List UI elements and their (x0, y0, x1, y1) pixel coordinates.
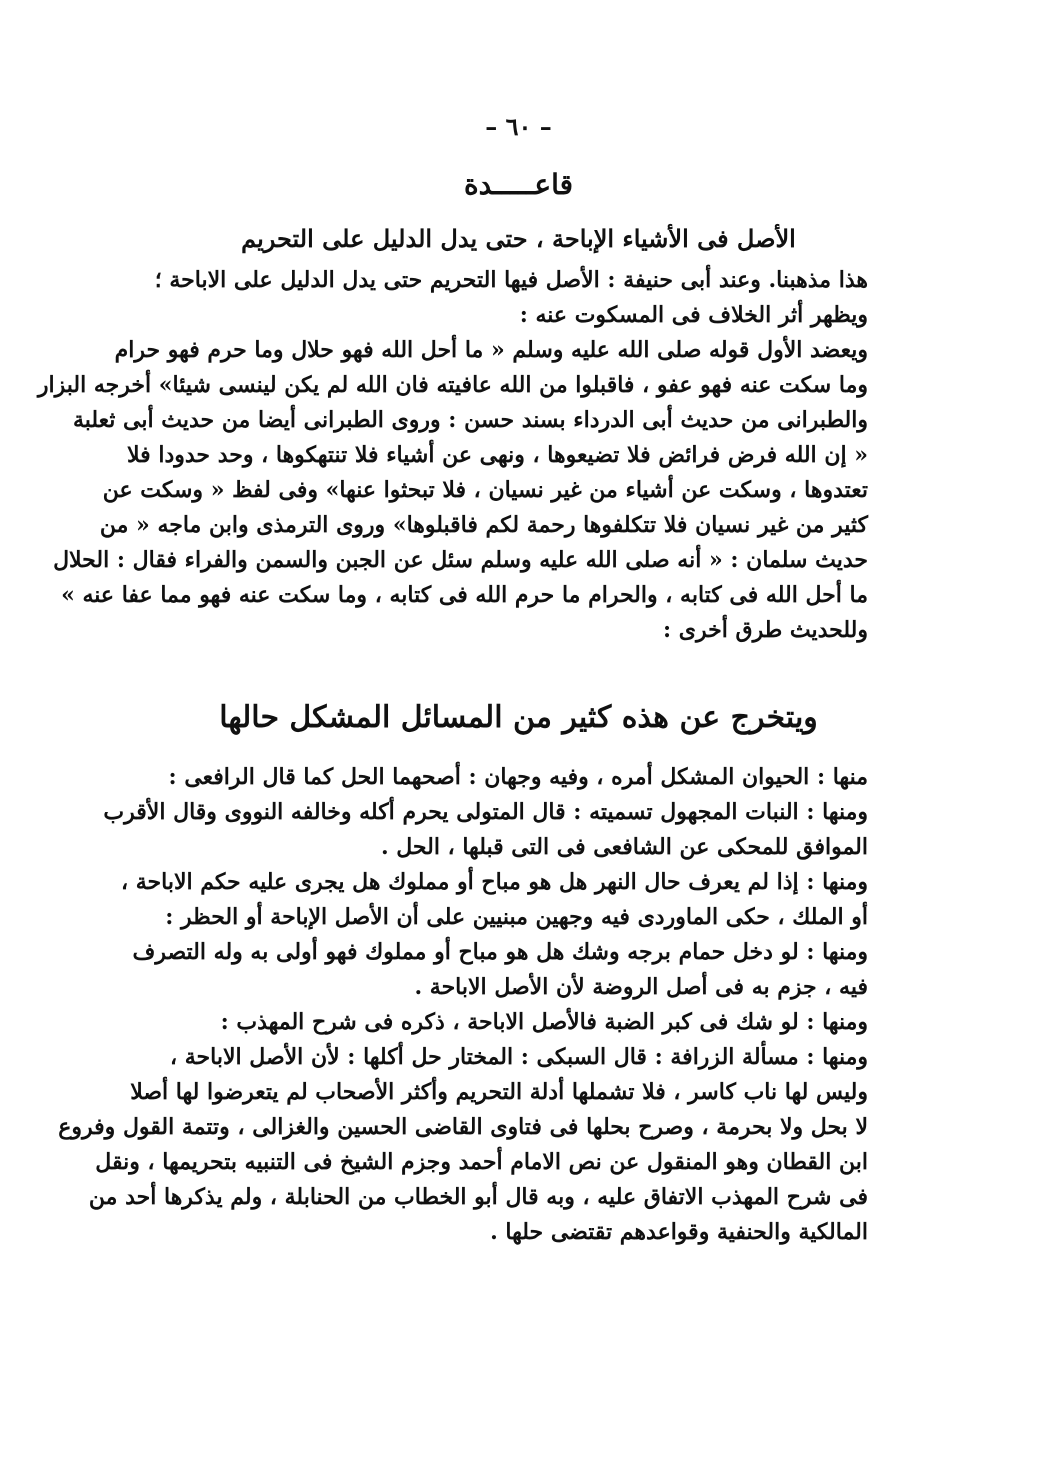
rule-subtitle: الأصل فى الأشياء الإباحة ، حتى يدل الدليل على التحريم (241, 224, 796, 253)
text-line: الموافق للمحكى عن الشافعى فى التى قبلها ، الحل . (380, 834, 868, 860)
text-line: ويعضد الأول قوله صلى الله عليه وسلم « ما أحل الله فهو حلال وما حرم فهو حرام (114, 337, 868, 363)
section-heading: قاعـــــدة (463, 168, 573, 201)
text-line: هذا مذهبنا. وعند أبى حنيفة : الأصل فيها التحريم حتى يدل الدليل على الاباحة ؛ (154, 267, 868, 293)
page-number: – ٦٠ – (485, 112, 552, 141)
text-line: فى شرح المهذب الاتفاق عليه ، وبه قال أبو الخطاب من الحنابلة ، ولم يذكرها أحد من (88, 1184, 868, 1210)
text-line: وليس لها ناب كاسر ، فلا تشملها أدلة التحريم وأكثر الأصحاب لم يتعرضوا لها أصلا (130, 1079, 868, 1105)
paragraph-2 (58, 760, 868, 1250)
text-line: فيه ، جزم به فى أصل الروضة لأن الأصل الاباحة . (414, 974, 868, 1000)
paragraph-1 (37, 263, 868, 648)
text-line: تعتدوها ، وسكت عن أشياء من غير نسيان ، فلا تبحثوا عنها» وفى لفظ « وسكت عن (102, 477, 868, 503)
text-line: لا بحل ولا بحرمة ، وصرح بحلها فى فتاوى القاضى الحسين والغزالى ، وتتمة القول وفروع (58, 1114, 868, 1140)
text-line: حديث سلمان : « أنه صلى الله عليه وسلم سئل عن الجبن والسمن والفراء فقال : الحلال (53, 547, 868, 573)
text-line: كثير من غير نسيان فلا تتكلفوها رحمة لكم فاقبلوها» وروى الترمذى وابن ماجه « من (99, 512, 868, 538)
text-line: ومنها : مسألة الزرافة : قال السبكى : المختار حل أكلها : لأن الأصل الاباحة ، (169, 1044, 868, 1070)
text-line: وللحديث طرق أخرى : (663, 617, 868, 643)
text-line: ما أحل الله فى كتابه ، والحرام ما حرم الله فى كتابه ، وما سكت عنه فهو مما عفا عنه » (61, 582, 868, 608)
text-line: ومنها : لو شك فى كبر الضبة فالأصل الاباحة ، ذكره فى شرح المهذب : (220, 1009, 868, 1035)
text-line: ويظهر أثر الخلاف فى المسكوت عنه : (519, 302, 868, 328)
text-line: أو الملك ، حكى الماوردى فيه وجهين مبنيين على أن الأصل الإباحة أو الحظر : (165, 904, 868, 930)
text-line: ومنها : النبات المجهول تسميته : قال المتولى يحرم أكله وخالفه النووى وقال الأقرب (103, 799, 868, 825)
text-line: والطبرانى من حديث أبى الدرداء بسند حسن : وروى الطبرانى أيضا من حديث أبى ثعلبة (72, 407, 868, 433)
text-line: ابن القطان وهو المنقول عن نص الامام أحمد وجزم الشيخ فى التنبيه بتحريمها ، ونقل (95, 1149, 868, 1175)
text-line: « إن الله فرض فرائض فلا تضيعوها ، ونهى عن أشياء فلا تنتهكوها ، وحد حدودا فلا (127, 442, 868, 468)
text-line: ومنها : إذا لم يعرف حال النهر هل هو مباح أو مملوك هل يجرى عليه حكم الاباحة ، (120, 869, 868, 895)
text-line: ومنها : لو دخل حمام برجه وشك هل هو مباح أو مملوك فهو أولى به وله التصرف (132, 939, 868, 965)
text-line: المالكية والحنفية وقواعدهم تقتضى حلها . (490, 1219, 868, 1245)
text-line: منها : الحيوان المشكل أمره ، وفيه وجهان : أصحهما الحل كما قال الرافعى : (168, 764, 868, 790)
section-subheading: ويتخرج عن هذه كثير من المسائل المشكل حالها (219, 700, 818, 735)
text-line: وما سكت عنه فهو عفو ، فاقبلوا من الله عافيته فان الله لم يكن لينسى شيئا» أخرجه البزار (37, 372, 868, 398)
